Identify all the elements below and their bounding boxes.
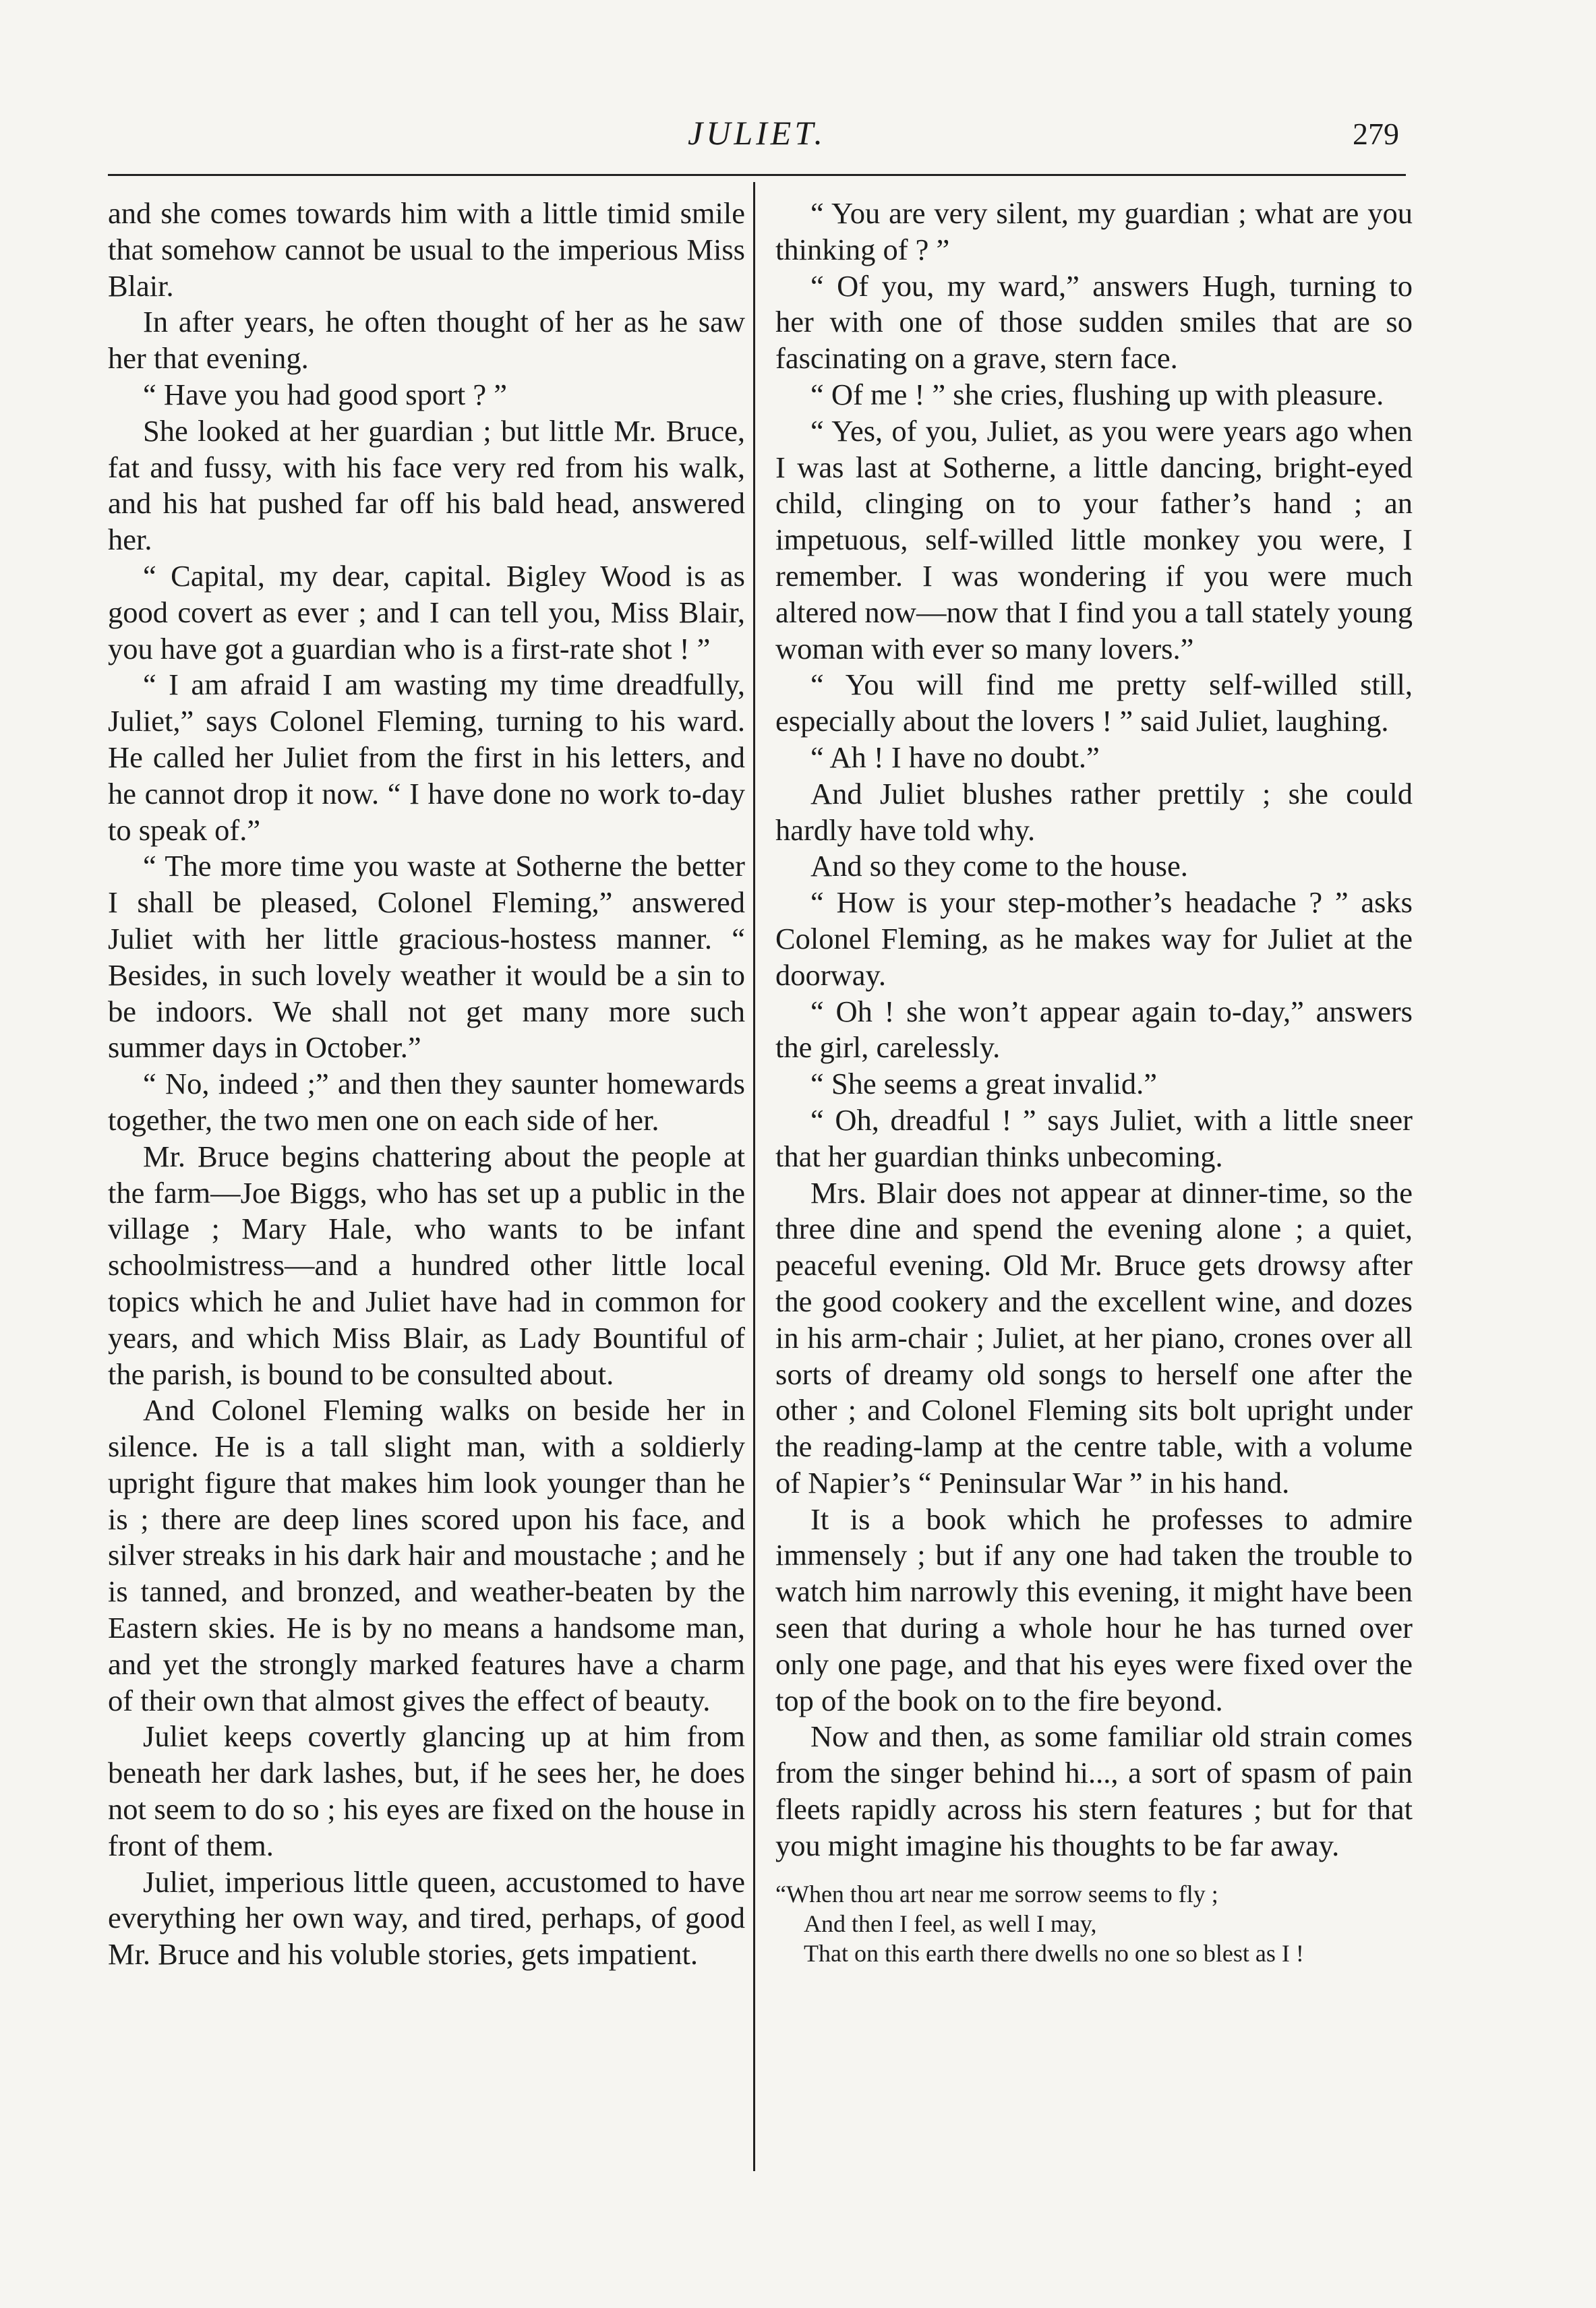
paragraph: “ You will find me pretty self-willed still, especially about the lovers ! ” said Juliet, laughing. [775,668,1413,738]
verse-line: And then I feel, as well I may, [804,1910,1097,1937]
paragraph: In after years, he often thought of her as he saw her that evening. [108,305,745,376]
paragraph: “ The more time you waste at Sotherne the better I shall be pleased, Colonel Fleming,” answered Juliet with her little gracious-hostess manner. “ Besides, in such lovely weather it would be a sin to be indoors. We shall not get many more such summer days in October.” [108,849,745,1065]
paragraph: And so they come to the house. [810,849,1188,883]
paragraph: She looked at her guardian ; but little Mr. Bruce, fat and fussy, with his face very red from his walk, and his hat pushed far off his bald head, answered her. [108,413,745,557]
left-column [108,196,745,1973]
paragraph: “ No, indeed ;” and then they saunter homewards together, the two men one on each side of her. [108,1067,745,1137]
paragraph: “ Oh ! she won’t appear again to-day,” answers the girl, carelessly. [775,994,1413,1065]
paragraph: “ I am afraid I am wasting my time dreadfully, Juliet,” says Colonel Fleming, turning to his ward. He called her Juliet from the first in his letters, and he cannot drop it now. “ I have done no work to-day to speak of.” [108,668,745,847]
paragraph: Mrs. Blair does not appear at dinner-time, so the three dine and spend the evening alone ; a quiet, peaceful evening. Old Mr. Bruce gets drowsy after the good cookery and the excellent wine, and dozes in his arm-chair ; Juliet, at her piano, crones over all sorts of dreamy old songs to herself one after the other ; and Colonel Fleming sits bolt upright under the reading-lamp at the centre table, with a volume of Napier’s “ Peninsular War ” in his hand. [775,1175,1413,1500]
paragraph: “ Capital, my dear, capital. Bigley Wood is as good covert as ever ; and I can tell you, Miss Blair, you have got a guardian who is a first-rate shot ! ” [108,558,745,665]
paragraph: “ Have you had good sport ? ” [143,377,508,411]
verse-quotation [775,1879,1413,1968]
column-divider [753,182,755,2171]
paragraph: “ Oh, dreadful ! ” says Juliet, with a little sneer that her guardian thinks unbecoming. [775,1102,1413,1173]
paragraph: Mr. Bruce begins chattering about the people at the farm—Joe Biggs, who has set up a public in the village ; Mary Hale, who wants to be infant schoolmistress—and a hundred other little local topics which he and Juliet have had in common for years, and which Miss Blair, as Lady Bountiful of the parish, is bound to be consulted about. [108,1139,745,1391]
paragraph: “ You are very silent, my guardian ; what are you thinking of ? ” [775,196,1413,266]
paragraph: It is a book which he professes to admire immensely ; but if any one had taken the trouble to watch him narrowly this evening, it might have been seen that during a whole hour he has turned over only one page, and that his eyes were fixed over the top of the book on to the fire beyond. [775,1502,1413,1717]
paragraph: “ Of you, my ward,” answers Hugh, turning to her with one of those sudden smiles that are so fascinating on a grave, stern face. [775,268,1413,376]
right-column-paragraphs [775,196,1413,1864]
paragraph: And Juliet blushes rather prettily ; she could hardly have told why. [775,776,1413,847]
page-number: 279 [1353,117,1399,151]
header-rule [108,174,1406,176]
page-header [108,113,1406,167]
paragraph: And Colonel Fleming walks on beside her in silence. He is a tall slight man, with a soldierly upright figure that makes him look younger than he is ; there are deep lines scored upon his face, and silver streaks in his dark hair and moustache ; and he is tanned, and bronzed, and weather-beaten by the Eastern skies. He is by no means a handsome man, and yet the strongly marked features have a charm of their own that almost gives the effect of beauty. [108,1393,745,1717]
paragraph: “ Yes, of you, Juliet, as you were years ago when I was last at Sotherne, a little dancing, bright-eyed child, clinging on to your father’s hand ; an impetuous, self-willed little monkey you were, I remember. I was wondering if you were much altered now—now that I find you a tall stately young woman with ever so many lovers.” [775,413,1413,665]
paragraph: “ She seems a great invalid.” [810,1067,1158,1101]
verse-line: That on this earth there dwells no one so blest as I ! [804,1939,1304,1967]
paragraph: Juliet, imperious little queen, accustomed to have everything her own way, and tired, perhaps, of good Mr. Bruce and his voluble stories, gets impatient. [108,1864,745,1972]
paragraph: Juliet keeps covertly glancing up at him from beneath her dark lashes, but, if he sees her, he does not seem to do so ; his eyes are fixed on the house in front of them. [108,1719,745,1862]
paragraph: “ Ah ! I have no doubt.” [810,740,1100,774]
verse-line: “When thou art near me sorrow seems to fly ; [775,1880,1218,1907]
paragraph: “ How is your step-mother’s headache ? ” asks Colonel Fleming, as he makes way for Juliet at the doorway. [775,885,1413,992]
right-column [775,196,1413,1968]
running-title: JULIET. [688,114,826,152]
paragraph: “ Of me ! ” she cries, flushing up with pleasure. [810,377,1384,411]
paragraph: Now and then, as some familiar old strain comes from the singer behind hi..., a sort of spasm of pain fleets rapidly across his stern features ; but for that you might imagine his thoughts to be far away. [775,1719,1413,1862]
paragraph: and she comes towards him with a little timid smile that somehow cannot be usual to the imperious Miss Blair. [108,196,745,303]
